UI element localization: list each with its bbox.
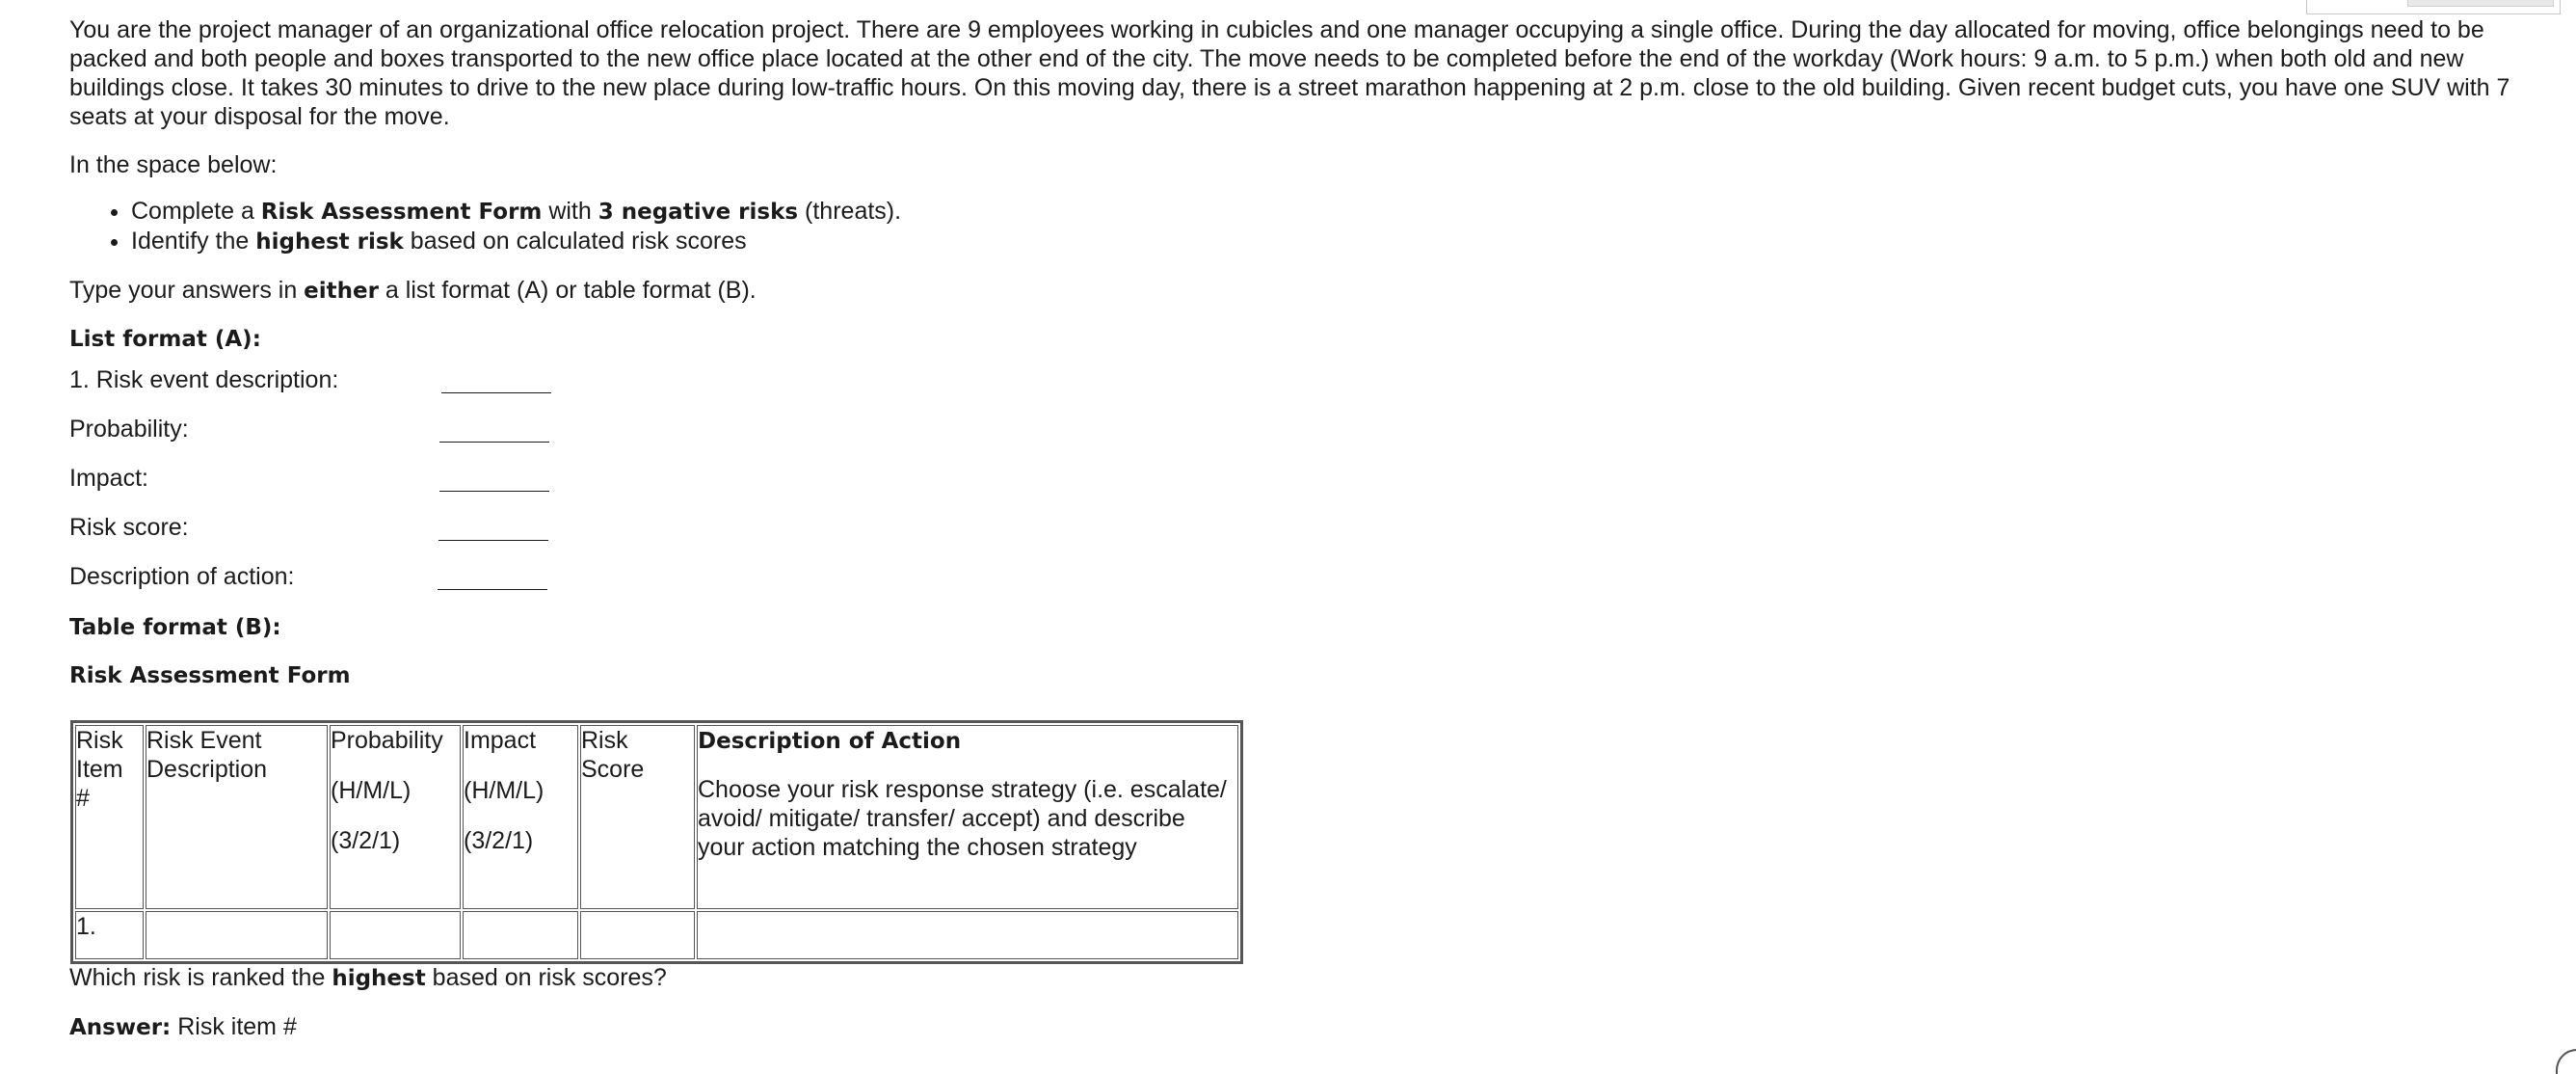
risk-assessment-table bbox=[70, 720, 1243, 964]
toolbar-fragment bbox=[2306, 0, 2561, 14]
risk-form-title: Risk Assessment Form bbox=[69, 663, 351, 688]
instructions-list bbox=[69, 197, 2536, 256]
field-action: Description of action: bbox=[69, 550, 2536, 600]
header-risk-event: Risk Event Description bbox=[146, 725, 328, 909]
question-page bbox=[69, 15, 2536, 690]
resize-handle-icon[interactable] bbox=[2556, 1049, 2576, 1074]
cell-risk-item: 1. bbox=[75, 911, 144, 959]
field-risk-score: Risk score: bbox=[69, 501, 2536, 550]
header-probability: Probability (H/M/L) (3/2/1) bbox=[330, 725, 461, 909]
instructions-lead: In the space below: bbox=[69, 151, 278, 178]
scenario-paragraph: You are the project manager of an organizational office relocation project. There are 9 employees working in cubicles and one manager occupying a single office. During the day allocated for moving, office belongings need to be packed and both people and boxes transported to the new office place located at the other end of the city. The move needs to be completed before the end of the workday (Work hours: 9 a.m. to 5 p.m.) when both old and new buildings close. It takes 30 minutes to drive to the new place during low-traffic hours. On this moving day, there is a street marathon happening at 2 p.m. close to the old building. Given recent budget cuts, you have one SUV with 7 seats at your disposal for the move. bbox=[69, 16, 2510, 130]
list-format-heading: List format (A): bbox=[69, 327, 261, 352]
blank-action[interactable] bbox=[438, 589, 547, 590]
table-row bbox=[75, 911, 1238, 959]
field-probability: Probability: bbox=[69, 403, 2536, 452]
cell-probability[interactable] bbox=[330, 911, 461, 959]
cell-risk-event[interactable] bbox=[146, 911, 328, 959]
header-impact: Impact (H/M/L) (3/2/1) bbox=[463, 725, 578, 909]
blank-risk-score[interactable] bbox=[438, 540, 548, 541]
blank-risk-event[interactable] bbox=[441, 392, 551, 393]
cell-risk-score[interactable] bbox=[580, 911, 695, 959]
header-description-of-action: Description of Action Choose your risk response strategy (i.e. escalate/ avoid/ mitigate/ transfer/ accept) and describe your action matching the chosen strategy bbox=[697, 725, 1238, 909]
answer-line: Answer: Risk item # bbox=[69, 1013, 297, 1040]
format-instruction: Type your answers in either a list format (A) or table format (B). bbox=[69, 277, 757, 304]
header-risk-score: Risk Score bbox=[580, 725, 695, 909]
field-risk-event: 1. Risk event description: bbox=[69, 354, 2536, 403]
field-impact: Impact: bbox=[69, 452, 2536, 501]
answer-field[interactable]: Risk item # bbox=[171, 1013, 297, 1040]
cell-impact[interactable] bbox=[463, 911, 578, 959]
highest-risk-question: Which risk is ranked the highest based on risk scores? bbox=[69, 964, 667, 991]
cell-action[interactable] bbox=[697, 911, 1238, 959]
table-header-row bbox=[75, 725, 1238, 909]
blank-impact[interactable] bbox=[439, 491, 549, 492]
table-format-heading: Table format (B): bbox=[69, 615, 281, 640]
instruction-complete-form: • Complete a Risk Assessment Form with 3 negative risks (threats). bbox=[131, 197, 2536, 227]
instruction-identify-highest: • Identify the highest risk based on calculated risk scores bbox=[131, 227, 2536, 256]
blank-probability[interactable] bbox=[439, 442, 549, 443]
header-risk-item: Risk Item # bbox=[75, 725, 144, 909]
